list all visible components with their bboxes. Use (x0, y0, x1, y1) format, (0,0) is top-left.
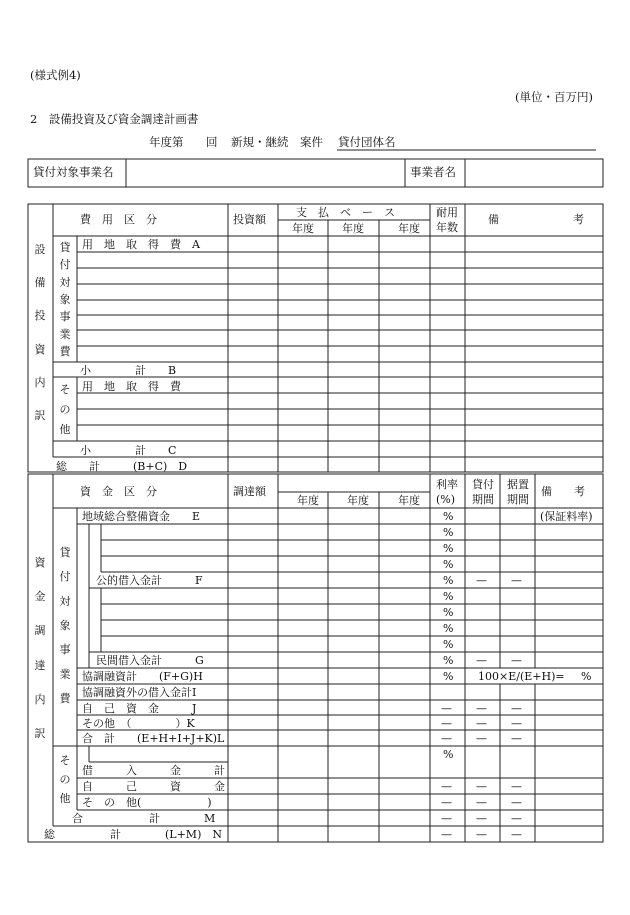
funding-col-category: 資 金 区 分 (80, 485, 157, 498)
capex-col-year-3: 年度 (398, 222, 420, 235)
funding-private-loans-g: 民間借入金計 G (96, 654, 204, 667)
dash-j-grace: — (511, 702, 522, 715)
funding-section-label: 資 金 調 達 内 訳 (34, 556, 46, 740)
round-suffix: 回 (206, 135, 218, 149)
capex-other-label: そ の 他 (59, 383, 71, 436)
capex-land-acq-other: 用 地 取 得 費 (82, 380, 181, 393)
capex-total-d: 総 計 (B+C) D (56, 460, 188, 473)
funding-grand-total-n: 総 計 (L+M) N (44, 828, 222, 841)
dash-l-loan: — (476, 732, 487, 745)
funding-col-remarks: 備 考 (541, 485, 585, 498)
rate-percent-row-6: % (443, 590, 454, 603)
funding-guarantee-note: (保証料率) (540, 510, 593, 523)
funding-col-year-3: 年度 (398, 494, 420, 507)
dash-other-grace: — (511, 796, 522, 809)
funding-regional-fund-e: 地域総合整備資金 E (82, 510, 201, 523)
capex-section-label: 設 備 投 資 内 訳 (34, 242, 46, 423)
dash-f-loan: — (476, 574, 487, 587)
funding-col-grace-2: 期間 (507, 493, 529, 506)
document-title: 2 設備投資及び資金調達計画書 (30, 112, 199, 126)
funding-col-rate-1: 利率 (436, 478, 458, 491)
funding-col-year-1: 年度 (297, 494, 319, 507)
funding-non-coordinated-i: 協調融資外の借入金計I (82, 686, 197, 699)
capex-col-remarks-1: 備 (488, 213, 499, 226)
rate-percent-row-5: % (443, 574, 454, 587)
capex-col-category: 費 用 区 分 (80, 213, 157, 226)
dash-g-grace: — (511, 654, 522, 667)
rate-percent-row-4: % (443, 558, 454, 571)
capex-col-year-1: 年度 (292, 222, 314, 235)
dash-other-rate: — (441, 796, 452, 809)
dash-k-loan: — (476, 717, 487, 730)
capex-land-acq-a: 用 地 取 得 費 A (82, 238, 200, 251)
funding-coordinated-total-h: 協調融資計 (F+G)H (82, 670, 203, 683)
capex-col-useful-life-1: 耐用 (436, 206, 458, 219)
funding-col-year-2: 年度 (347, 494, 369, 507)
rate-percent-row-12: % (443, 748, 454, 761)
dash-j-loan: — (476, 702, 487, 715)
funding-public-loans-f: 公的借入金計 F (96, 574, 203, 587)
form-label: (様式例4) (30, 68, 81, 82)
funding-col-loan-period-1: 貸付 (472, 478, 494, 491)
funding-total-m: 合 計 M (72, 812, 216, 825)
capex-col-useful-life-2: 年数 (436, 221, 458, 234)
funding-borrowings: 借 入 金 計 (82, 764, 225, 777)
dash-m-grace: — (511, 812, 522, 825)
dash-own-loan: — (476, 780, 487, 793)
dash-own-rate: — (441, 780, 452, 793)
funding-col-rate-2: (%) (436, 493, 456, 506)
rate-percent-row-1: % (443, 510, 454, 523)
funding-ratio-percent: % (581, 670, 592, 683)
rate-percent-row-10: % (443, 654, 454, 667)
dash-k-rate: — (441, 717, 452, 730)
funding-loan-target-label: 貸 付 対 象 事 業 費 (59, 546, 71, 705)
new-continue: 新規・継続 (231, 135, 289, 149)
dash-j-rate: — (441, 702, 452, 715)
unit-label: (単位・百万円) (515, 90, 593, 104)
operator-label: 事業者名 (410, 165, 456, 179)
dash-l-rate: — (441, 732, 452, 745)
lender-label: 貸付団体名 (338, 135, 396, 149)
dash-k-grace: — (511, 717, 522, 730)
dash-other-loan: — (476, 796, 487, 809)
rate-percent-row-8: % (443, 622, 454, 635)
funding-col-amount: 調達額 (233, 485, 266, 498)
capex-col-payment-basis: 支 払 ベ ー ス (296, 206, 395, 219)
dash-n-grace: — (511, 828, 522, 841)
case-label: 案件 (300, 135, 323, 149)
dash-n-loan: — (476, 828, 487, 841)
year-prefix: 年度第 (149, 135, 184, 149)
rate-percent-row-9: % (443, 638, 454, 651)
capex-col-year-2: 年度 (342, 222, 364, 235)
dash-n-rate: — (441, 828, 452, 841)
funding-col-loan-period-2: 期間 (472, 493, 494, 506)
capex-loan-target-label: 貸 付 対 象 事 業 費 (59, 240, 71, 359)
rate-percent-row-3: % (443, 542, 454, 555)
rate-percent-row-11: % (443, 670, 454, 683)
capex-subtotal-b: 小 計 B (80, 364, 177, 377)
rate-percent-row-2: % (443, 526, 454, 539)
funding-total-l: 合 計 (E+H+I+J+K)L (82, 732, 225, 745)
funding-own-funds-j: 自 己 資 金 J (82, 702, 197, 715)
funding-other-label: そ の 他 (59, 753, 71, 806)
funding-other-k: その他 （ ）K (82, 717, 195, 730)
dash-l-grace: — (511, 732, 522, 745)
funding-ratio-formula: 100×E/(E+H)= (478, 670, 565, 683)
dash-m-loan: — (476, 812, 487, 825)
funding-own-funds: 自 己 資 金 (82, 780, 225, 793)
capex-col-investment: 投資額 (233, 213, 266, 226)
capex-subtotal-c: 小 計 C (80, 444, 177, 457)
dash-g-loan: — (476, 654, 487, 667)
dash-f-grace: — (511, 574, 522, 587)
dash-m-rate: — (441, 812, 452, 825)
rate-percent-row-7: % (443, 606, 454, 619)
capex-col-remarks-2: 考 (573, 213, 584, 226)
funding-other-paren: そ の 他( ) (82, 796, 212, 809)
target-business-label: 貸付対象事業名 (33, 165, 114, 179)
funding-col-grace-1: 据置 (507, 478, 529, 491)
dash-own-grace: — (511, 780, 522, 793)
